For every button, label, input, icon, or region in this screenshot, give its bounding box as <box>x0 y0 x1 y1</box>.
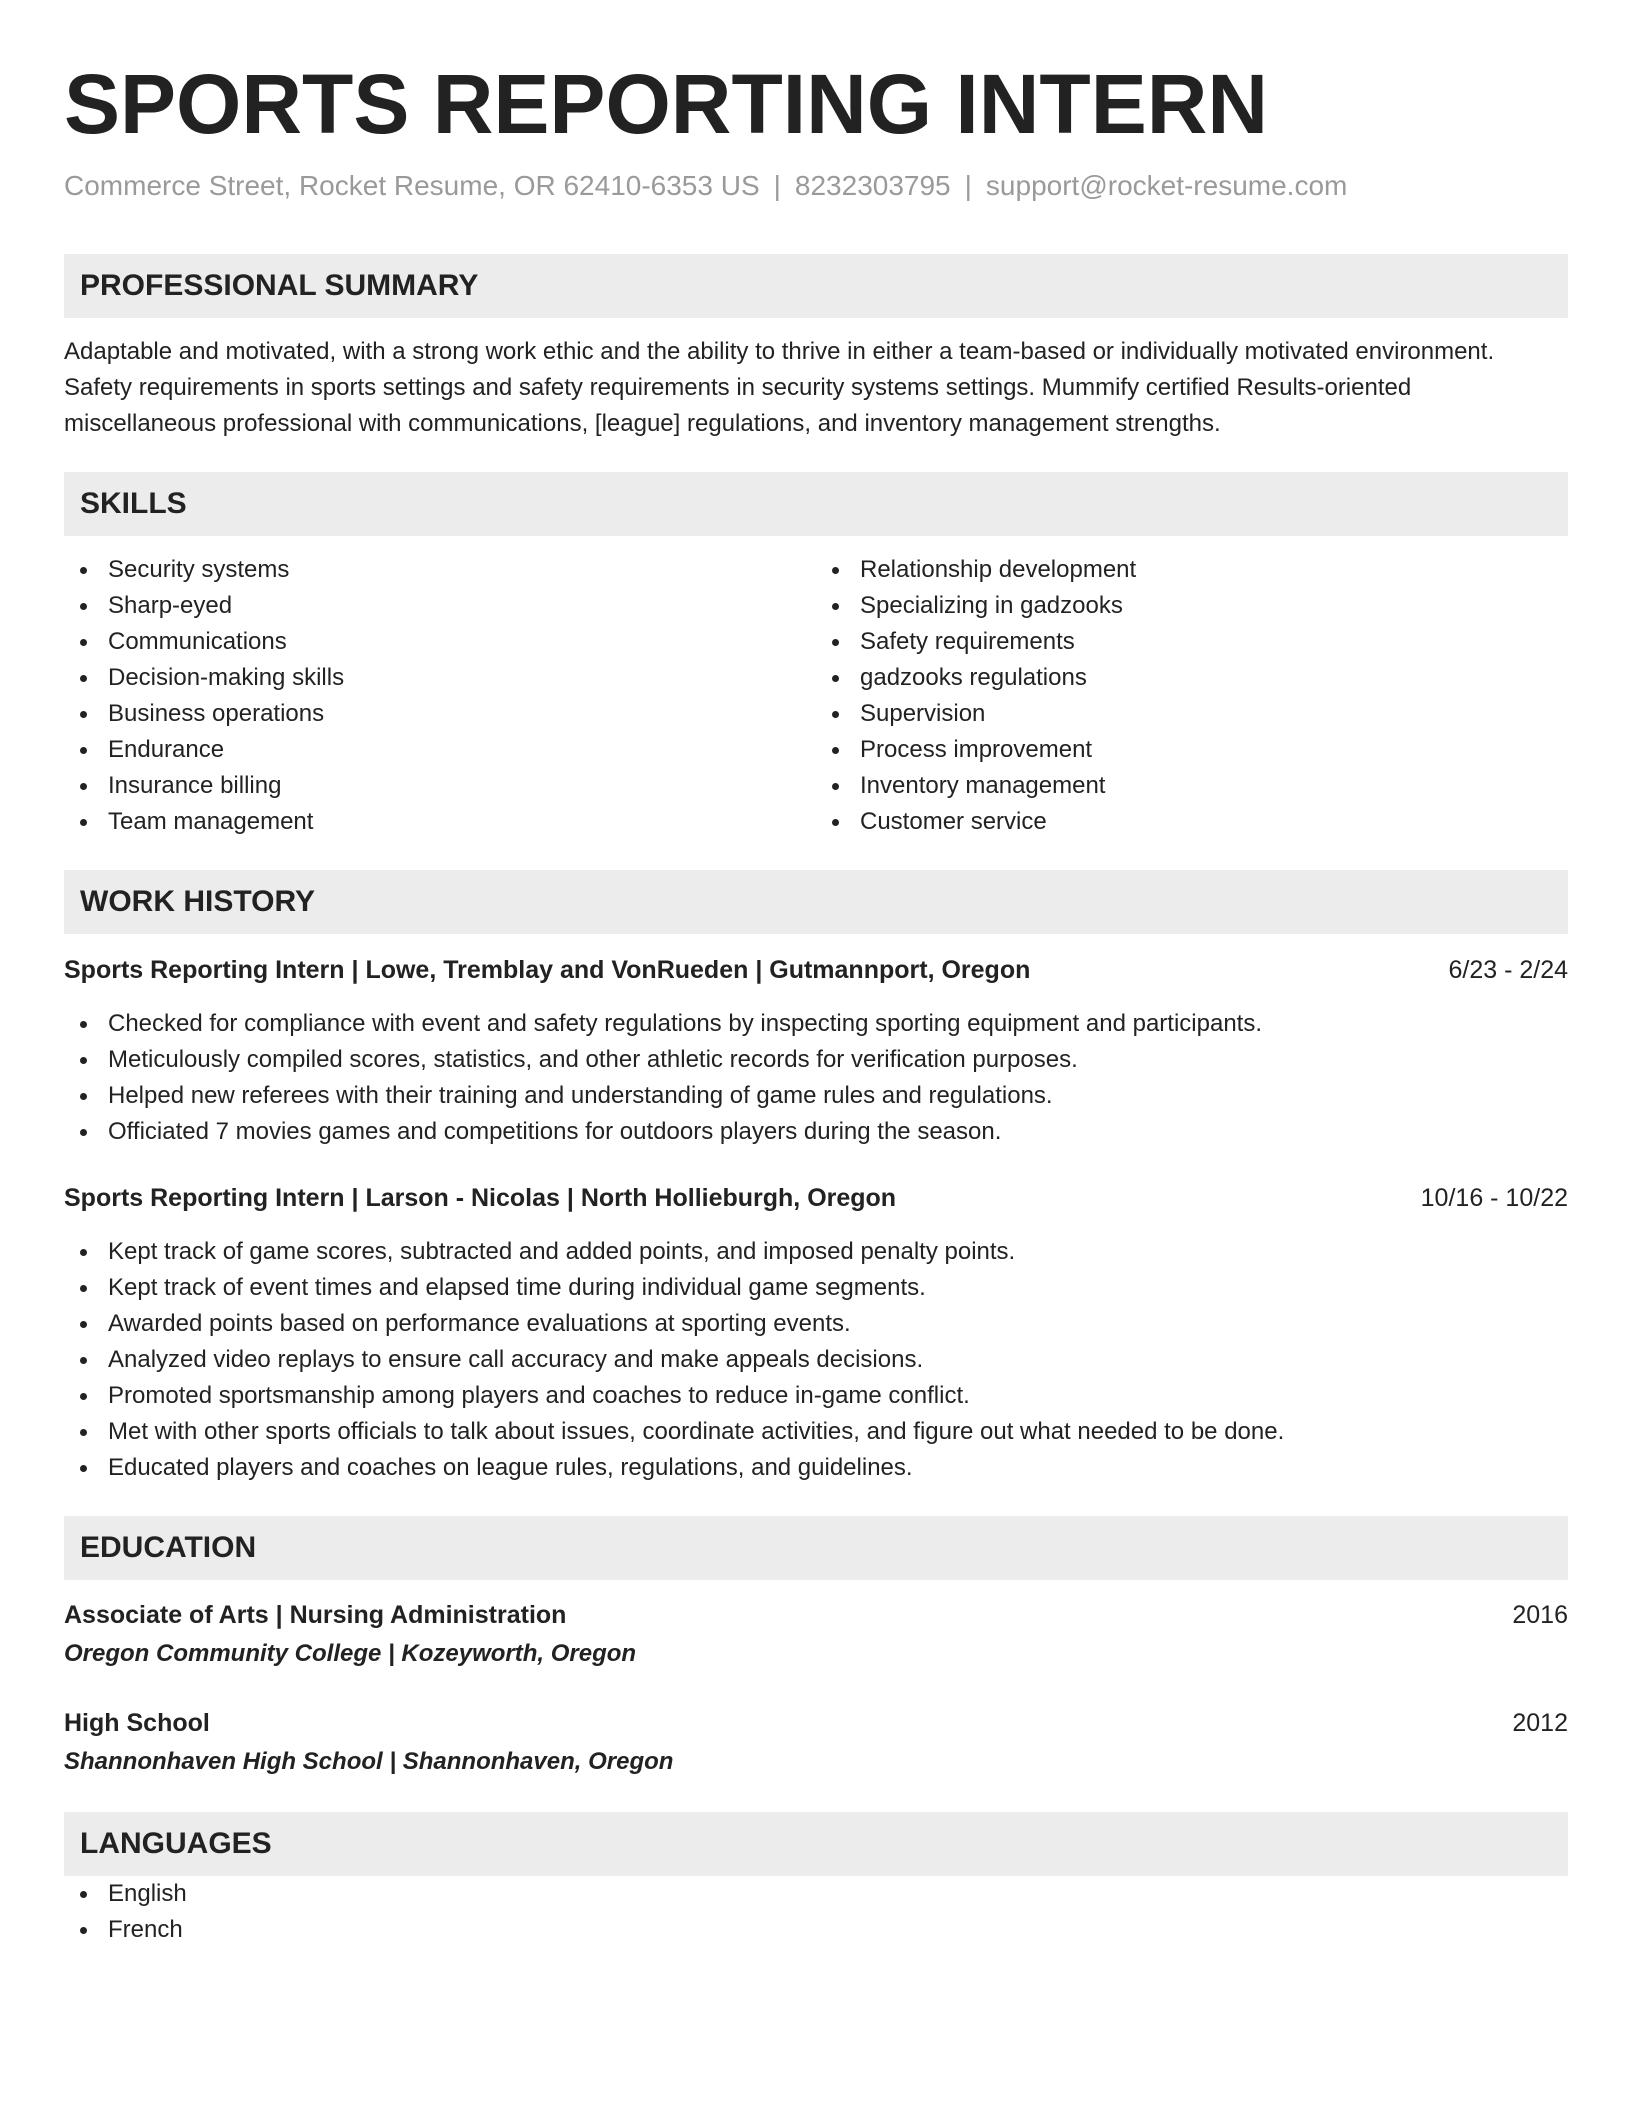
work-history-section-header: WORK HISTORY <box>64 870 1568 934</box>
skills-list-left <box>64 552 816 840</box>
job-bullet-list <box>64 1006 1568 1150</box>
education-row <box>64 1596 1568 1634</box>
education-year: 2016 <box>1512 1601 1568 1629</box>
job-bullet: Kept track of game scores, subtracted and added points, and imposed penalty points. <box>64 1234 1568 1270</box>
language-item: English <box>64 1876 1568 1912</box>
job-heading: Sports Reporting Intern | Lowe, Tremblay and VonRueden | Gutmannport, Oregon <box>64 956 1031 984</box>
contact-separator: | <box>964 170 972 201</box>
contact-phone: 8232303795 <box>794 170 951 201</box>
job-bullet: Awarded points based on performance evaluations at sporting events. <box>64 1306 1568 1342</box>
contact-address: Commerce Street, Rocket Resume, OR 62410-6353 US <box>64 170 760 201</box>
job-bullet-list <box>64 1234 1568 1486</box>
skills-section-header: SKILLS <box>64 472 1568 536</box>
skill-item: Specializing in gadzooks <box>816 588 1568 624</box>
job-entry <box>64 952 1568 1150</box>
summary-section-header: PROFESSIONAL SUMMARY <box>64 254 1568 318</box>
job-bullet: Met with other sports officials to talk about issues, coordinate activities, and figure out what needed to be done. <box>64 1414 1568 1450</box>
languages-list <box>64 1876 1568 1948</box>
education-degree: High School <box>64 1709 210 1737</box>
job-dates: 6/23 - 2/24 <box>1448 956 1568 984</box>
language-item: French <box>64 1912 1568 1948</box>
job-bullet: Analyzed video replays to ensure call accuracy and make appeals decisions. <box>64 1342 1568 1378</box>
skill-item: Process improvement <box>816 732 1568 768</box>
skill-item: Supervision <box>816 696 1568 732</box>
skills-column-left <box>64 552 816 840</box>
contact-line <box>64 168 1568 204</box>
languages-section-header: LANGUAGES <box>64 1812 1568 1876</box>
skill-item: Sharp-eyed <box>64 588 816 624</box>
education-degree: Associate of Arts | Nursing Administration <box>64 1601 567 1629</box>
summary-text: Adaptable and motivated, with a strong work ethic and the ability to thrive in either a team-based or individually motivated environment. Safety requirements in sports settings and safety requirements in security systems settings. Mummify certified Results-oriented miscellaneous professional with communications, [league] regulations, and inventory management strengths. <box>64 338 1495 437</box>
skills-grid <box>64 552 1568 840</box>
job-bullet: Promoted sportsmanship among players and coaches to reduce in-game conflict. <box>64 1378 1568 1414</box>
education-entry <box>64 1704 1568 1782</box>
education-entry <box>64 1596 1568 1674</box>
skill-item: Customer service <box>816 804 1568 840</box>
skill-item: Inventory management <box>816 768 1568 804</box>
job-entry <box>64 1180 1568 1486</box>
skill-item: Endurance <box>64 732 816 768</box>
education-row <box>64 1704 1568 1742</box>
skills-list-right <box>816 552 1568 840</box>
education-school: Shannonhaven High School | Shannonhaven, Oregon <box>64 1748 674 1775</box>
job-bullet: Meticulously compiled scores, statistics, and other athletic records for verification purposes. <box>64 1042 1568 1078</box>
education-year: 2012 <box>1512 1709 1568 1737</box>
skill-item: Relationship development <box>816 552 1568 588</box>
skill-item: Decision-making skills <box>64 660 816 696</box>
job-bullet: Educated players and coaches on league rules, regulations, and guidelines. <box>64 1450 1568 1486</box>
job-bullet: Helped new referees with their training and understanding of game rules and regulations. <box>64 1078 1568 1114</box>
contact-email: support@rocket-resume.com <box>985 170 1348 201</box>
job-title-row <box>64 1180 1568 1216</box>
education-section-header: EDUCATION <box>64 1516 1568 1580</box>
skill-item: Team management <box>64 804 816 840</box>
job-bullet: Checked for compliance with event and safety regulations by inspecting sporting equipment and participants. <box>64 1006 1568 1042</box>
job-bullet: Officiated 7 movies games and competitions for outdoors players during the season. <box>64 1114 1568 1150</box>
skill-item: Business operations <box>64 696 816 732</box>
education-school: Oregon Community College | Kozeyworth, Oregon <box>64 1640 637 1667</box>
job-heading: Sports Reporting Intern | Larson - Nicolas | North Hollieburgh, Oregon <box>64 1184 897 1212</box>
skill-item: Security systems <box>64 552 816 588</box>
skill-item: Communications <box>64 624 816 660</box>
skill-item: Insurance billing <box>64 768 816 804</box>
skills-column-right <box>816 552 1568 840</box>
job-title-row <box>64 952 1568 988</box>
skill-item: gadzooks regulations <box>816 660 1568 696</box>
job-bullet: Kept track of event times and elapsed time during individual game segments. <box>64 1270 1568 1306</box>
contact-separator: | <box>773 170 781 201</box>
job-dates: 10/16 - 10/22 <box>1420 1184 1568 1212</box>
skill-item: Safety requirements <box>816 624 1568 660</box>
candidate-name: SPORTS REPORTING INTERN <box>64 57 1269 151</box>
